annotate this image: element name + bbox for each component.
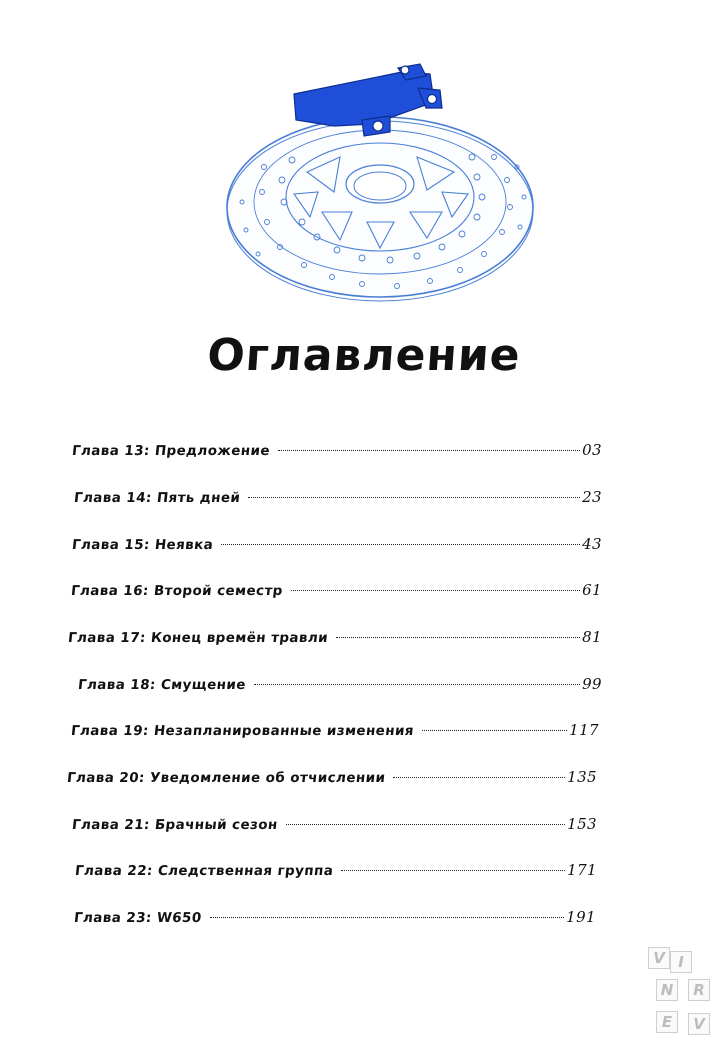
- toc-leader-dots: [336, 636, 580, 638]
- toc-page-number: 99: [582, 675, 602, 693]
- toc-page-number: 81: [582, 628, 602, 646]
- toc-page-number: 03: [582, 441, 602, 459]
- toc-entry[interactable]: [74, 488, 602, 512]
- toc-entry[interactable]: [68, 628, 602, 652]
- toc-chapter-name: Неявка: [154, 537, 215, 553]
- toc-chapter-name: Брачный сезон: [154, 817, 279, 833]
- toc-chapter: Глава 19:: [70, 723, 150, 739]
- toc-entry[interactable]: [71, 581, 602, 605]
- scanlator-watermark: [646, 943, 714, 1043]
- toc-chapter: Глава 17:: [67, 630, 147, 646]
- toc-leader-dots: [291, 589, 580, 591]
- toc-leader-dots: [393, 776, 565, 778]
- toc-entry[interactable]: [67, 768, 597, 792]
- toc-leader-dots: [248, 496, 580, 498]
- toc-leader-dots: [286, 823, 565, 825]
- toc-page-number: 43: [582, 535, 602, 553]
- toc-page-number: 61: [582, 581, 602, 599]
- toc-chapter: Глава 21:: [71, 817, 151, 833]
- toc-entry[interactable]: [71, 721, 599, 745]
- toc-chapter: Глава 16:: [70, 583, 150, 599]
- toc-page-number: 23: [582, 488, 602, 506]
- toc-chapter: Глава 14:: [73, 490, 153, 506]
- toc-entry[interactable]: [75, 861, 597, 885]
- watermark-letter: R: [688, 979, 710, 1001]
- toc-entry[interactable]: [74, 908, 596, 932]
- watermark-letter: V: [648, 947, 670, 969]
- toc-leader-dots: [278, 449, 580, 451]
- toc-chapter: Глава 15:: [71, 537, 151, 553]
- toc-chapter-name: Уведомление об отчислении: [149, 770, 387, 786]
- toc-chapter-name: Второй семестр: [153, 583, 284, 599]
- toc-chapter-name: Конец времён травли: [150, 630, 329, 646]
- toc-chapter-name: Смущение: [160, 677, 247, 693]
- toc-chapter: Глава 23:: [73, 910, 153, 926]
- toc-entry[interactable]: [72, 441, 602, 465]
- toc-leader-dots: [221, 543, 580, 545]
- toc-chapter-name: W650: [156, 910, 203, 926]
- toc-entry[interactable]: [72, 535, 602, 559]
- toc-leader-dots: [210, 916, 565, 918]
- watermark-letter: N: [656, 979, 678, 1001]
- toc-page-number: 135: [567, 768, 597, 786]
- toc-page-number: 153: [567, 815, 597, 833]
- toc-page-number: 191: [566, 908, 596, 926]
- toc-chapter: Глава 20:: [66, 770, 146, 786]
- watermark-letter: V: [688, 1013, 710, 1035]
- watermark-letter: E: [656, 1011, 678, 1033]
- toc-entry[interactable]: [78, 675, 602, 699]
- toc-chapter: Глава 18:: [77, 677, 157, 693]
- toc-chapter: Глава 22:: [74, 863, 154, 879]
- toc-page-number: 117: [569, 721, 599, 739]
- toc-leader-dots: [341, 869, 565, 871]
- toc-leader-dots: [254, 683, 580, 685]
- page-title: Оглавление: [205, 330, 523, 381]
- toc-chapter-name: Предложение: [154, 443, 271, 459]
- toc-chapter-name: Пять дней: [156, 490, 242, 506]
- toc-leader-dots: [422, 729, 567, 731]
- toc-chapter: Глава 13:: [71, 443, 151, 459]
- toc-chapter-name: Следственная группа: [157, 863, 335, 879]
- toc-chapter-name: Незапланированные изменения: [153, 723, 415, 739]
- watermark-letter: I: [670, 951, 692, 973]
- toc-page-number: 171: [567, 861, 597, 879]
- toc-entry[interactable]: [72, 815, 597, 839]
